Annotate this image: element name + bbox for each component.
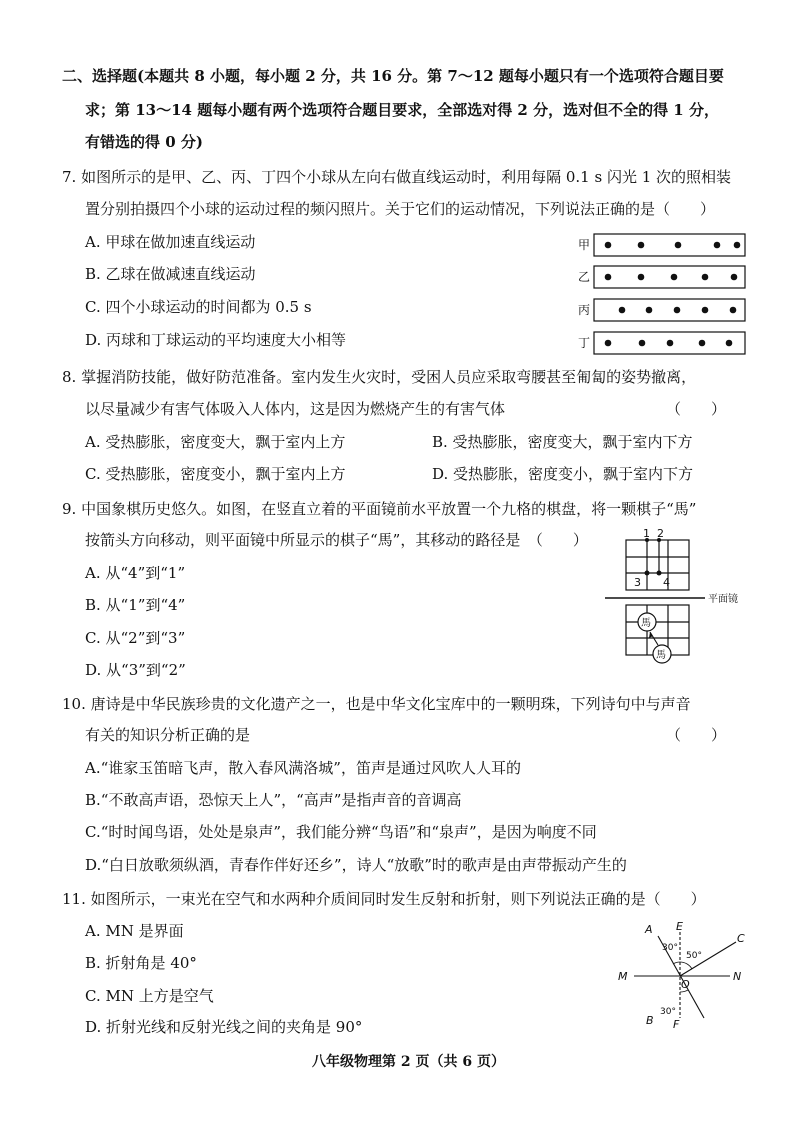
q11-label-e: E bbox=[676, 920, 683, 933]
q7-strip-bing bbox=[594, 299, 745, 321]
q10-option-c: C.“时时闻鸟语，处处是泉声”，我们能分辨“鸟语”和“泉声”，是因为响度不同 bbox=[85, 823, 597, 841]
q11-angle-1: 30° bbox=[662, 943, 678, 953]
q10-option-a: A.“谁家玉笛暗飞声，散入春风满洛城”，笛声是通过风吹人人耳的 bbox=[85, 759, 521, 777]
q9-option-c: C. 从“2”到“3” bbox=[85, 629, 186, 647]
q7-label-bing: 丙 bbox=[578, 303, 591, 317]
q11-angle-3: 30° bbox=[660, 1007, 676, 1017]
q7-label-ding: 丁 bbox=[578, 336, 591, 350]
q11-label-b: B bbox=[646, 1014, 654, 1027]
q9-stem-line2: 按箭头方向移动，则平面镜中所显示的棋子“馬”，其移动的路径是 （ ） bbox=[85, 531, 588, 549]
q10-stem-line2: 有关的知识分析正确的是 bbox=[85, 726, 251, 744]
q9-piece-lower: 馬 bbox=[656, 650, 666, 661]
q8-option-a: A. 受热膨胀，密度变大，飘于室内上方 bbox=[85, 433, 346, 451]
q8-stem-line1: 8. 掌握消防技能，做好防范准备。室内发生火灾时，受困人员应采取弯腰甚至匍匐的姿势撤离， bbox=[62, 368, 697, 386]
q11-angle-2: 50° bbox=[686, 951, 702, 961]
q7-label-yi: 乙 bbox=[578, 270, 591, 284]
q8-option-b: B. 受热膨胀，密度变大，飘于室内下方 bbox=[432, 433, 693, 451]
q10-option-d: D.“白日放歌须纵酒，青春作伴好还乡”，诗人“放歌”时的歌声是由声带振动产生的 bbox=[85, 856, 627, 874]
q9-chessboard-mirror-figure bbox=[605, 528, 750, 668]
q11-label-a: A bbox=[645, 923, 653, 936]
q11-label-n: N bbox=[733, 970, 742, 983]
q11-label-c: C bbox=[737, 932, 745, 945]
q9-num-4: 4 bbox=[663, 576, 670, 589]
q7-strip-yi bbox=[594, 266, 745, 288]
q11-label-f: F bbox=[673, 1018, 680, 1031]
q7-label-jia: 甲 bbox=[578, 238, 591, 252]
q7-option-c: C. 四个小球运动的时间都为 0.5 s bbox=[85, 298, 312, 316]
q7-option-d: D. 丙球和丁球运动的平均速度大小相等 bbox=[85, 331, 347, 349]
q11-option-a: A. MN 是界面 bbox=[85, 922, 184, 940]
q9-option-d: D. 从“3”到“2” bbox=[85, 661, 186, 679]
q9-option-b: B. 从“1”到“4” bbox=[85, 596, 186, 614]
q9-piece-upper: 馬 bbox=[641, 618, 651, 629]
q11-label-o: O bbox=[681, 978, 690, 991]
q7-option-b: B. 乙球在做减速直线运动 bbox=[85, 265, 256, 283]
q7-stem-line2: 置分别拍摄四个小球的运动过程的频闪照片。关于它们的运动情况，下列说法正确的是（ ） bbox=[85, 200, 716, 218]
q11-light-ray-figure bbox=[612, 918, 752, 1033]
q9-option-a: A. 从“4”到“1” bbox=[85, 564, 186, 582]
q9-num-3: 3 bbox=[634, 576, 641, 589]
q9-num-1: 1 bbox=[643, 527, 650, 540]
q11-option-d: D. 折射光线和反射光线之间的夹角是 90° bbox=[85, 1018, 363, 1036]
q9-mirror-label: 平面镜 bbox=[708, 594, 738, 605]
q11-option-c: C. MN 上方是空气 bbox=[85, 987, 214, 1005]
section-header-line3: 有错选的得 0 分) bbox=[85, 133, 203, 151]
q9-num-2: 2 bbox=[657, 527, 664, 540]
q8-option-c: C. 受热膨胀，密度变小，飘于室内上方 bbox=[85, 465, 346, 483]
q7-option-a: A. 甲球在做加速直线运动 bbox=[85, 233, 256, 251]
q7-strobe-figure bbox=[574, 229, 749, 359]
q8-stem-line2: 以尽量减少有害气体吸入人体内，这是因为燃烧产生的有害气体 bbox=[85, 400, 506, 418]
q8-answer-paren: （ ） bbox=[666, 400, 727, 418]
q11-option-b: B. 折射角是 40° bbox=[85, 954, 197, 972]
q8-option-d: D. 受热膨胀，密度变小，飘于室内下方 bbox=[432, 465, 694, 483]
q11-stem-line1: 11. 如图所示，一束光在空气和水两种介质间同时发生反射和折射，则下列说法正确的是（ ） bbox=[62, 890, 706, 908]
q10-option-b: B.“不敢高声语，恐惊天上人”，“高声”是指声音的音调高 bbox=[85, 791, 462, 809]
q10-stem-line1: 10. 唐诗是中华民族珍贵的文化遗产之一，也是中华文化宝库中的一颗明珠，下列诗句中与声音 bbox=[62, 695, 691, 713]
q9-stem-line1: 9. 中国象棋历史悠久。如图，在竖直立着的平面镜前水平放置一个九格的棋盘，将一颗棋子“馬” bbox=[62, 500, 697, 518]
section-header-line2: 求；第 13～14 题每小题有两个选项符合题目要求，全部选对得 2 分，选对但不全的得 1 分， bbox=[85, 101, 719, 119]
q7-strip-jia bbox=[594, 234, 745, 256]
q11-label-m: M bbox=[618, 970, 628, 983]
q7-stem-line1: 7. 如图所示的是甲、乙、丙、丁四个小球从左向右做直线运动时，利用每隔 0.1 s 闪光 1 次的照相装 bbox=[62, 168, 732, 186]
section-header-line1: 二、选择题(本题共 8 小题，每小题 2 分，共 16 分。第 7～12 题每小题只有一个选项符合题目要 bbox=[62, 67, 724, 85]
page-footer: 八年级物理第 2 页（共 6 页） bbox=[312, 1054, 505, 1070]
q10-answer-paren: （ ） bbox=[666, 726, 727, 744]
